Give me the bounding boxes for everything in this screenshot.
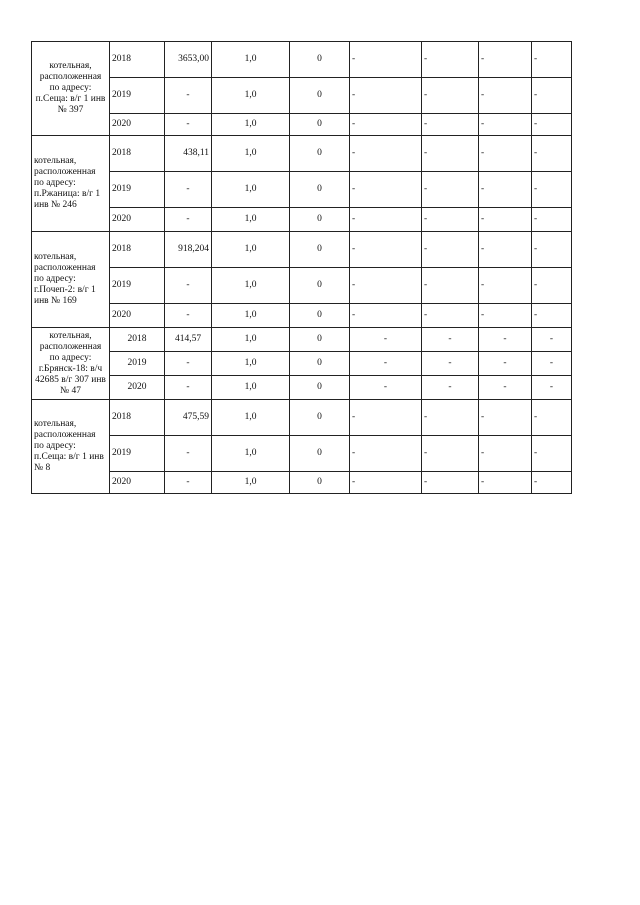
dash-cell: - <box>532 136 572 172</box>
value-cell: 3653,00 <box>165 42 212 78</box>
year-cell: 2020 <box>110 208 165 232</box>
dash-cell: - <box>532 114 572 136</box>
year-cell: 2019 <box>110 436 165 472</box>
year-cell: 2019 <box>110 78 165 114</box>
year-cell: 2020 <box>110 114 165 136</box>
dash-cell: - <box>350 376 422 400</box>
dash-cell: - <box>479 114 532 136</box>
zero-cell: 0 <box>290 42 350 78</box>
table-row <box>32 352 572 376</box>
coef-cell: 1,0 <box>212 78 290 114</box>
coef-cell: 1,0 <box>212 42 290 78</box>
table-row <box>32 268 572 304</box>
table-row <box>32 376 572 400</box>
dash-cell: - <box>422 208 479 232</box>
dash-cell: - <box>479 328 532 352</box>
dash-cell: - <box>532 352 572 376</box>
dash-cell: - <box>350 472 422 494</box>
dash-cell: - <box>479 136 532 172</box>
year-cell: 2020 <box>110 376 165 400</box>
year-cell: 2018 <box>110 232 165 268</box>
value-cell: - <box>165 268 212 304</box>
table-row <box>32 136 572 172</box>
dash-cell: - <box>479 352 532 376</box>
dash-cell: - <box>350 352 422 376</box>
dash-cell: - <box>350 232 422 268</box>
coef-cell: 1,0 <box>212 472 290 494</box>
dash-cell: - <box>532 400 572 436</box>
value-cell: - <box>165 472 212 494</box>
value-cell: - <box>165 208 212 232</box>
address-cell: котельная, расположенная по адресу: г.Почеп-2: в/г 1 инв № 169 <box>32 232 110 328</box>
table-row <box>32 172 572 208</box>
dash-cell: - <box>350 42 422 78</box>
value-cell: - <box>165 436 212 472</box>
boiler-table <box>31 41 572 494</box>
zero-cell: 0 <box>290 352 350 376</box>
table-row <box>32 400 572 436</box>
value-cell: - <box>165 376 212 400</box>
zero-cell: 0 <box>290 114 350 136</box>
dash-cell: - <box>422 472 479 494</box>
dash-cell: - <box>350 172 422 208</box>
dash-cell: - <box>422 400 479 436</box>
zero-cell: 0 <box>290 400 350 436</box>
year-cell: 2018 <box>110 136 165 172</box>
dash-cell: - <box>479 42 532 78</box>
zero-cell: 0 <box>290 376 350 400</box>
dash-cell: - <box>532 232 572 268</box>
coef-cell: 1,0 <box>212 268 290 304</box>
dash-cell: - <box>422 352 479 376</box>
coef-cell: 1,0 <box>212 136 290 172</box>
value-cell: 414,57 <box>165 328 212 352</box>
table-row <box>32 208 572 232</box>
dash-cell: - <box>422 172 479 208</box>
dash-cell: - <box>532 42 572 78</box>
address-cell: котельная, расположенная по адресу: п.Сеща: в/г 1 инв № 397 <box>32 42 110 136</box>
value-cell: 475,59 <box>165 400 212 436</box>
dash-cell: - <box>350 436 422 472</box>
zero-cell: 0 <box>290 208 350 232</box>
dash-cell: - <box>479 208 532 232</box>
coef-cell: 1,0 <box>212 304 290 328</box>
zero-cell: 0 <box>290 436 350 472</box>
year-cell: 2019 <box>110 268 165 304</box>
zero-cell: 0 <box>290 78 350 114</box>
table-row <box>32 114 572 136</box>
zero-cell: 0 <box>290 328 350 352</box>
dash-cell: - <box>532 304 572 328</box>
dash-cell: - <box>479 376 532 400</box>
dash-cell: - <box>532 208 572 232</box>
dash-cell: - <box>532 268 572 304</box>
dash-cell: - <box>479 472 532 494</box>
address-cell: котельная, расположенная по адресу: п.Сеща: в/г 1 инв № 8 <box>32 400 110 494</box>
coef-cell: 1,0 <box>212 208 290 232</box>
year-cell: 2019 <box>110 352 165 376</box>
coef-cell: 1,0 <box>212 400 290 436</box>
dash-cell: - <box>479 436 532 472</box>
address-cell: котельная, расположенная по адресу: п.Ржаница: в/г 1 инв № 246 <box>32 136 110 232</box>
year-cell: 2020 <box>110 472 165 494</box>
value-cell: - <box>165 304 212 328</box>
dash-cell: - <box>422 78 479 114</box>
table-row <box>32 436 572 472</box>
coef-cell: 1,0 <box>212 114 290 136</box>
dash-cell: - <box>422 136 479 172</box>
dash-cell: - <box>350 328 422 352</box>
dash-cell: - <box>532 328 572 352</box>
dash-cell: - <box>532 436 572 472</box>
value-cell: 918,204 <box>165 232 212 268</box>
coef-cell: 1,0 <box>212 352 290 376</box>
dash-cell: - <box>422 268 479 304</box>
table-row <box>32 78 572 114</box>
dash-cell: - <box>350 304 422 328</box>
address-cell: котельная, расположенная по адресу: г.Брянск-18: в/ч 42685 в/г 307 инв № 47 <box>32 328 110 400</box>
dash-cell: - <box>350 78 422 114</box>
coef-cell: 1,0 <box>212 436 290 472</box>
dash-cell: - <box>350 208 422 232</box>
zero-cell: 0 <box>290 268 350 304</box>
year-cell: 2018 <box>110 42 165 78</box>
dash-cell: - <box>350 136 422 172</box>
dash-cell: - <box>479 304 532 328</box>
table-row <box>32 472 572 494</box>
dash-cell: - <box>532 472 572 494</box>
year-cell: 2018 <box>110 328 165 352</box>
zero-cell: 0 <box>290 304 350 328</box>
zero-cell: 0 <box>290 232 350 268</box>
dash-cell: - <box>422 232 479 268</box>
dash-cell: - <box>422 114 479 136</box>
dash-cell: - <box>422 328 479 352</box>
zero-cell: 0 <box>290 472 350 494</box>
year-cell: 2019 <box>110 172 165 208</box>
dash-cell: - <box>479 400 532 436</box>
value-cell: - <box>165 172 212 208</box>
dash-cell: - <box>350 400 422 436</box>
zero-cell: 0 <box>290 136 350 172</box>
table-row <box>32 328 572 352</box>
dash-cell: - <box>350 268 422 304</box>
value-cell: - <box>165 352 212 376</box>
dash-cell: - <box>532 172 572 208</box>
dash-cell: - <box>532 376 572 400</box>
coef-cell: 1,0 <box>212 376 290 400</box>
dash-cell: - <box>532 78 572 114</box>
coef-cell: 1,0 <box>212 172 290 208</box>
dash-cell: - <box>479 172 532 208</box>
dash-cell: - <box>422 436 479 472</box>
table-row <box>32 304 572 328</box>
dash-cell: - <box>479 232 532 268</box>
table-row <box>32 42 572 78</box>
value-cell: - <box>165 114 212 136</box>
dash-cell: - <box>479 78 532 114</box>
dash-cell: - <box>422 304 479 328</box>
dash-cell: - <box>422 42 479 78</box>
dash-cell: - <box>422 376 479 400</box>
zero-cell: 0 <box>290 172 350 208</box>
dash-cell: - <box>479 268 532 304</box>
table-row <box>32 232 572 268</box>
value-cell: 438,11 <box>165 136 212 172</box>
dash-cell: - <box>350 114 422 136</box>
year-cell: 2018 <box>110 400 165 436</box>
coef-cell: 1,0 <box>212 232 290 268</box>
coef-cell: 1,0 <box>212 328 290 352</box>
value-cell: - <box>165 78 212 114</box>
year-cell: 2020 <box>110 304 165 328</box>
